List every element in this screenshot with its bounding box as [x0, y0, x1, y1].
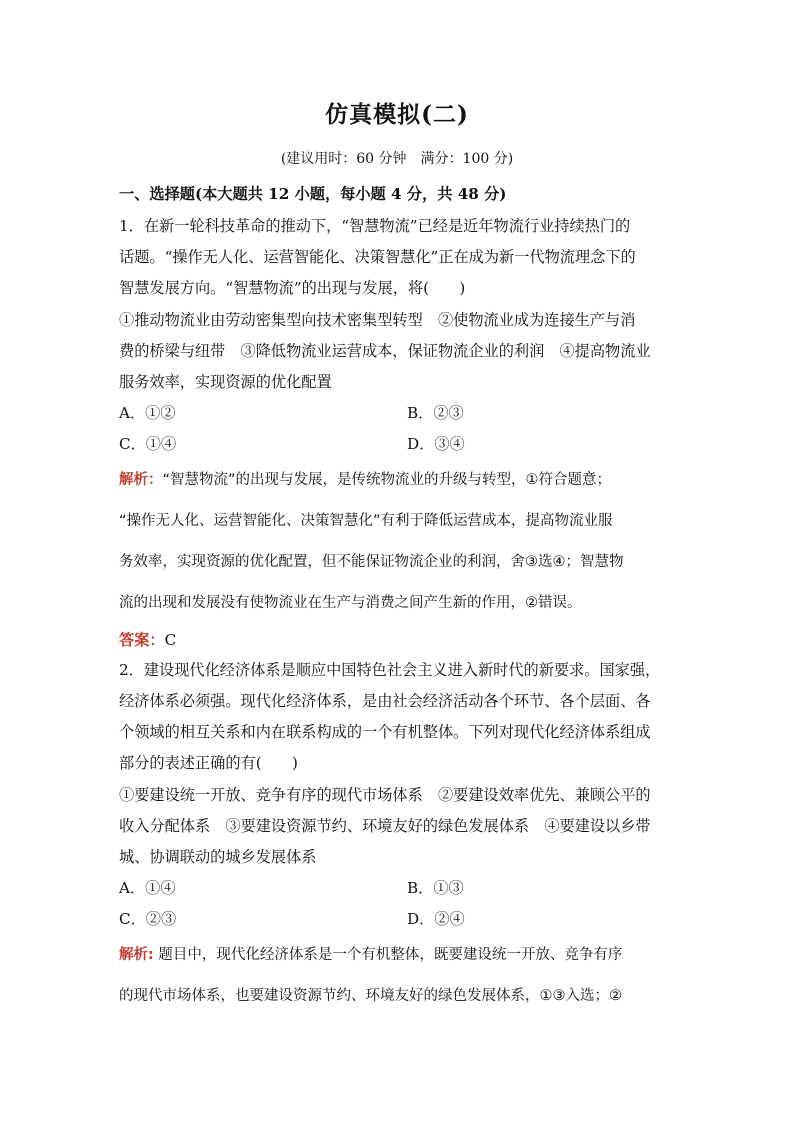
q1-line: ①推动物流业由劳动密集型向技术密集型转型 ②使物流业成为连接生产与消	[119, 311, 636, 329]
section-heading: 一、选择题(本大题共 12 小题，每小题 4 分，共 48 分)	[119, 185, 507, 203]
q2-analysis-line: 的现代市场体系，也要建设资源节约、环境友好的绿色发展体系，①③入选；②	[119, 988, 622, 1004]
q2-line: 个领域的相互关系和内在联系构成的一个有机整体。下列对现代化经济体系组成	[119, 723, 651, 741]
q1-option-a: A．①②	[119, 404, 176, 422]
page-subtitle: (建议用时：60 分钟 满分：100 分)	[280, 151, 514, 167]
q2-line: 城、协调联动的城乡发展体系	[119, 848, 317, 866]
q1-line: 费的桥梁与纽带 ③降低物流业运营成本，保证物流企业的利润 ④提高物流业	[119, 342, 651, 360]
q2-analysis-label: 解析:	[119, 947, 154, 963]
q1-analysis-line	[119, 470, 679, 490]
page-title: 仿真模拟(二)	[325, 101, 469, 128]
q1-line: 话题。“操作无人化、运营智能化、决策智慧化”正在成为新一代物流理念下的	[119, 248, 636, 266]
q1-analysis-line: 务效率，实现资源的优化配置，但不能保证物流企业的利润，舍③选④；智慧物	[119, 554, 624, 570]
q2-option-d: D．②④	[407, 910, 465, 928]
q1-line: 智慧发展方向。“智慧物流”的出现与发展，将( )	[119, 279, 466, 297]
q1-analysis-line: 流的出现和发展没有使物流业在生产与消费之间产生新的作用，②错误。	[119, 595, 582, 611]
q1-analysis-text: “智慧物流”的出现与发展，是传统物流业的升级与转型，①符合题意；	[162, 472, 612, 488]
q2-line: 2．建设现代化经济体系是顺应中国特色社会主义进入新时代的新要求。国家强，	[119, 661, 661, 679]
q1-option-d: D．③④	[407, 435, 465, 453]
q2-option-c: C．②③	[119, 910, 177, 928]
q1-analysis-label: 解析：	[119, 472, 163, 488]
q2-line: ①要建设统一开放、竞争有序的现代市场体系 ②要建设效率优先、兼顾公平的	[119, 786, 651, 804]
q1-answer-value: C	[164, 631, 177, 649]
q1-analysis-line: “操作无人化、运营智能化、决策智慧化”有利于降低运营成本，提高物流业服	[119, 513, 613, 529]
q2-option-a: A．①④	[119, 879, 176, 897]
q1-answer-line	[119, 630, 679, 650]
q1-line: 服务效率，实现资源的优化配置	[119, 373, 332, 391]
q2-line: 经济体系必须强。现代化经济体系，是由社会经济活动各个环节、各个层面、各	[119, 692, 651, 710]
q1-option-c: C．①④	[119, 435, 177, 453]
q2-analysis-line	[119, 945, 679, 965]
q2-line: 收入分配体系 ③要建设资源节约、环境友好的绿色发展体系 ④要建设以乡带	[119, 817, 651, 835]
q2-line: 部分的表述正确的有( )	[119, 754, 298, 772]
q2-analysis-text: 题目中，现代化经济体系是一个有机整体，既要建设统一开放、竞争有序	[153, 947, 623, 963]
q1-answer-label: 答案：	[119, 631, 165, 649]
q1-line: 1．在新一轮科技革命的推动下，“智慧物流”已经是近年物流行业持续热门的	[119, 217, 631, 235]
q2-option-b: B．①③	[407, 879, 464, 897]
q1-option-b: B．②③	[407, 404, 464, 422]
